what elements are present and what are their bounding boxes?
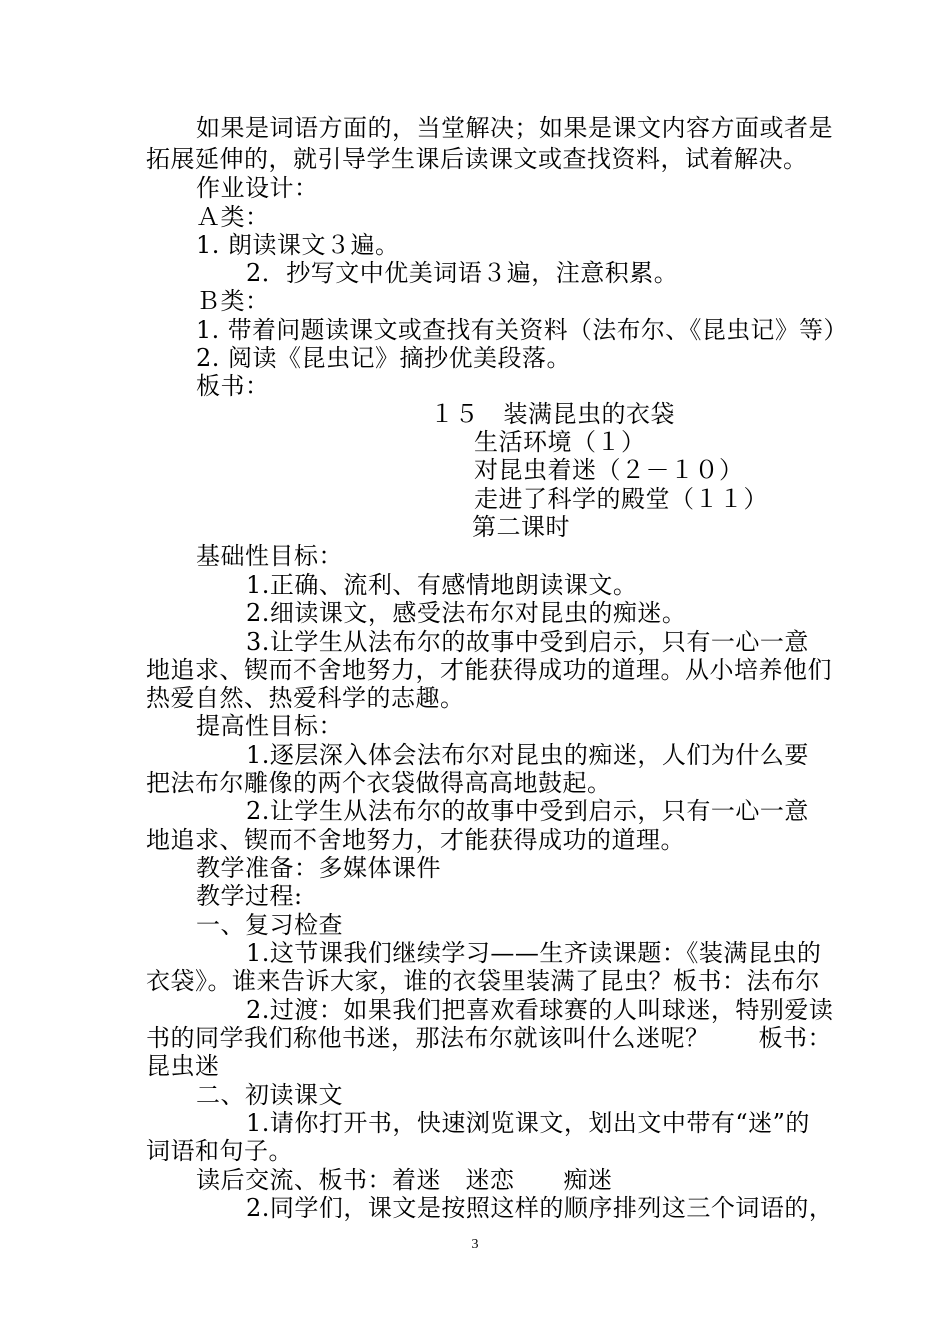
text-line: 如果是词语方面的，当堂解决；如果是课文内容方面或者是	[196, 114, 833, 142]
list-item: 3.让学生从法布尔的故事中受到启示，只有一心一意	[246, 628, 809, 656]
list-item: 1.逐层深入体会法布尔对昆虫的痴迷，人们为什么要	[246, 741, 809, 769]
board-title: １５ 装满昆虫的衣袋	[430, 400, 675, 428]
list-item: 1.正确、流利、有感情地朗读课文。	[246, 571, 638, 599]
section-heading: Ａ类：	[196, 203, 270, 231]
list-item: 1.这节课我们继续学习——生齐读课题：《装满昆虫的	[246, 939, 822, 967]
text-line: 教学准备：多媒体课件	[196, 854, 441, 882]
list-item: 2.让学生从法布尔的故事中受到启示，只有一心一意	[246, 797, 809, 825]
text-line: 拓展延伸的，就引导学生课后读课文或查找资料，试着解决。	[146, 145, 808, 173]
section-heading: 教学过程:	[196, 882, 303, 910]
text-line: 地追求、锲而不舍地努力，才能获得成功的道理。从小培养他们	[146, 656, 832, 684]
section-heading: 作业设计：	[196, 174, 319, 202]
list-item: 1. 朗读课文３遍。	[196, 231, 400, 259]
list-item: 2. 阅读《昆虫记》摘抄优美段落。	[196, 344, 572, 372]
list-item: 1.请你打开书，快速浏览课文，划出文中带有“迷”的	[246, 1109, 810, 1137]
page-number: 3	[471, 1237, 479, 1252]
lesson-heading: 第二课时	[472, 513, 570, 541]
text-line: 把法布尔雕像的两个衣袋做得高高地鼓起。	[146, 769, 612, 797]
list-item: 2.同学们，课文是按照这样的顺序排列这三个词语的，	[246, 1194, 834, 1222]
section-heading: 基础性目标：	[196, 542, 343, 570]
text-line: 衣袋》。谁来告诉大家，谁的衣袋里装满了昆虫？板书：法布尔	[146, 967, 820, 995]
text-line: 地追求、锲而不舍地努力，才能获得成功的道理。	[146, 826, 685, 854]
section-heading: 一、复习检查	[196, 911, 343, 939]
list-item: 1. 带着问题读课文或查找有关资料（法布尔、《昆虫记》等）	[196, 316, 848, 344]
text-line: 热爱自然、热爱科学的志趣。	[146, 684, 465, 712]
section-heading: 板书：	[196, 372, 270, 400]
board-line: 生活环境（１）	[474, 428, 646, 456]
list-item: 2.细读课文，感受法布尔对昆虫的痴迷。	[246, 599, 687, 627]
list-item: 2．抄写文中优美词语３遍，注意积累。	[246, 259, 679, 287]
board-line: 对昆虫着迷（２－１０）	[474, 456, 744, 484]
board-line: 走进了科学的殿堂（１１）	[474, 485, 768, 513]
text-line: 词语和句子。	[146, 1137, 293, 1165]
text-line: 昆虫迷	[146, 1052, 220, 1080]
text-line: 读后交流、板书：着迷 迷恋 痴迷	[196, 1166, 613, 1194]
list-item: 2.过渡：如果我们把喜欢看球赛的人叫球迷，特别爱读	[246, 996, 834, 1024]
text-line: 书的同学我们称他书迷，那法布尔就该叫什么迷呢？ 板书：	[146, 1024, 832, 1052]
section-heading: Ｂ类：	[196, 287, 270, 315]
section-heading: 提高性目标：	[196, 712, 343, 740]
section-heading: 二、初读课文	[196, 1081, 343, 1109]
